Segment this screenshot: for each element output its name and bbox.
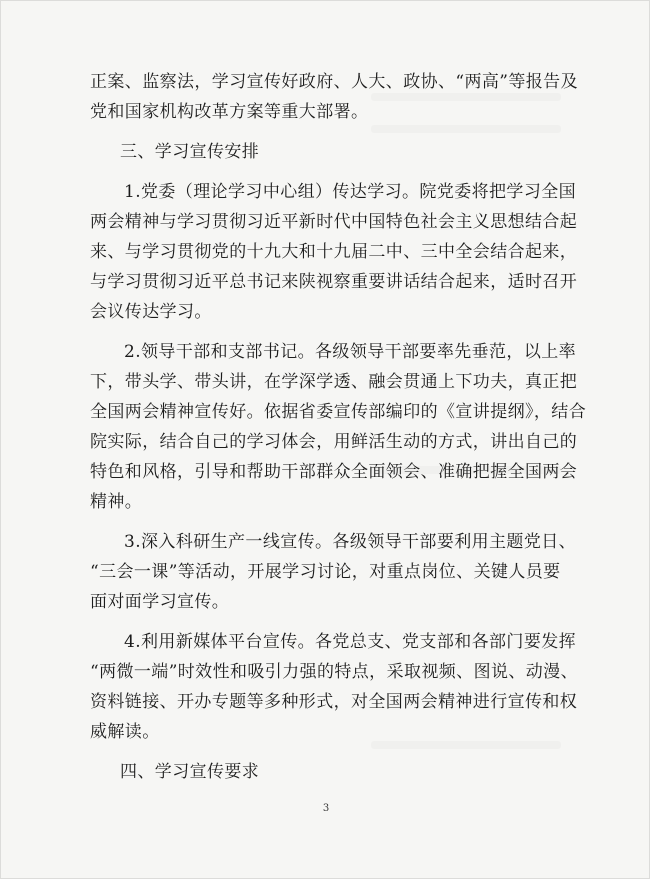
page-number: 3	[322, 803, 330, 814]
paragraph-line: 正案、监察法，学习宣传好政府、人大、政协、“两高”等报告及	[90, 72, 578, 92]
paragraph-line: 下，带头学、带头讲，在学深学透、融会贯通上下功夫，真正把	[90, 372, 578, 392]
paragraph-line: 威解读。	[90, 722, 160, 742]
paragraph-line: 来、与学习贯彻党的十九大和十九届二中、三中全会结合起来，	[90, 242, 578, 262]
paragraph-line: 全国两会精神宣传好。依据省委宣传部编印的《宣讲提纲》，结合	[90, 402, 587, 422]
paragraph-line: 4.利用新媒体平台宣传。各党总支、党支部和各部门要发挥	[124, 632, 577, 652]
body-text	[90, 67, 590, 787]
paragraph-line: “两微一端”时效性和吸引力强的特点，采取视频、图说、动漫、	[90, 662, 578, 682]
paragraph-line: 面对面学习宣传。	[90, 592, 230, 612]
paragraph-line: “三会一课”等活动，开展学习讨论，对重点岗位、关键人员要	[90, 562, 561, 582]
paragraph-line: 院实际，结合自己的学习体会，用鲜活生动的方式，讲出自己的	[90, 432, 578, 452]
paragraph-line: 资料链接、开办专题等多种形式，对全国两会精神进行宣传和权	[90, 692, 578, 712]
paragraph-line: 与学习贯彻习近平总书记来陕视察重要讲话结合起来，适时召开	[90, 272, 578, 292]
paragraph-line: 1.党委（理论学习中心组）传达学习。院党委将把学习全国	[124, 182, 577, 202]
section-heading: 三、学习宣传安排	[120, 142, 260, 162]
paragraph-line: 2.领导干部和支部书记。各级领导干部要率先垂范，以上率	[124, 342, 577, 362]
paragraph-line: 精神。	[90, 492, 143, 512]
section-heading: 四、学习宣传要求	[120, 762, 260, 782]
paragraph-line: 会议传达学习。	[90, 302, 212, 322]
paragraph-line: 特色和风格，引导和帮助干部群众全面领会、准确把握全国两会	[90, 462, 578, 482]
paragraph-line: 两会精神与学习贯彻习近平新时代中国特色社会主义思想结合起	[90, 212, 578, 232]
paragraph-line: 3.深入科研生产一线宣传。各级领导干部要利用主题党日、	[124, 532, 577, 552]
paragraph-line: 党和国家机构改革方案等重大部署。	[90, 102, 369, 122]
